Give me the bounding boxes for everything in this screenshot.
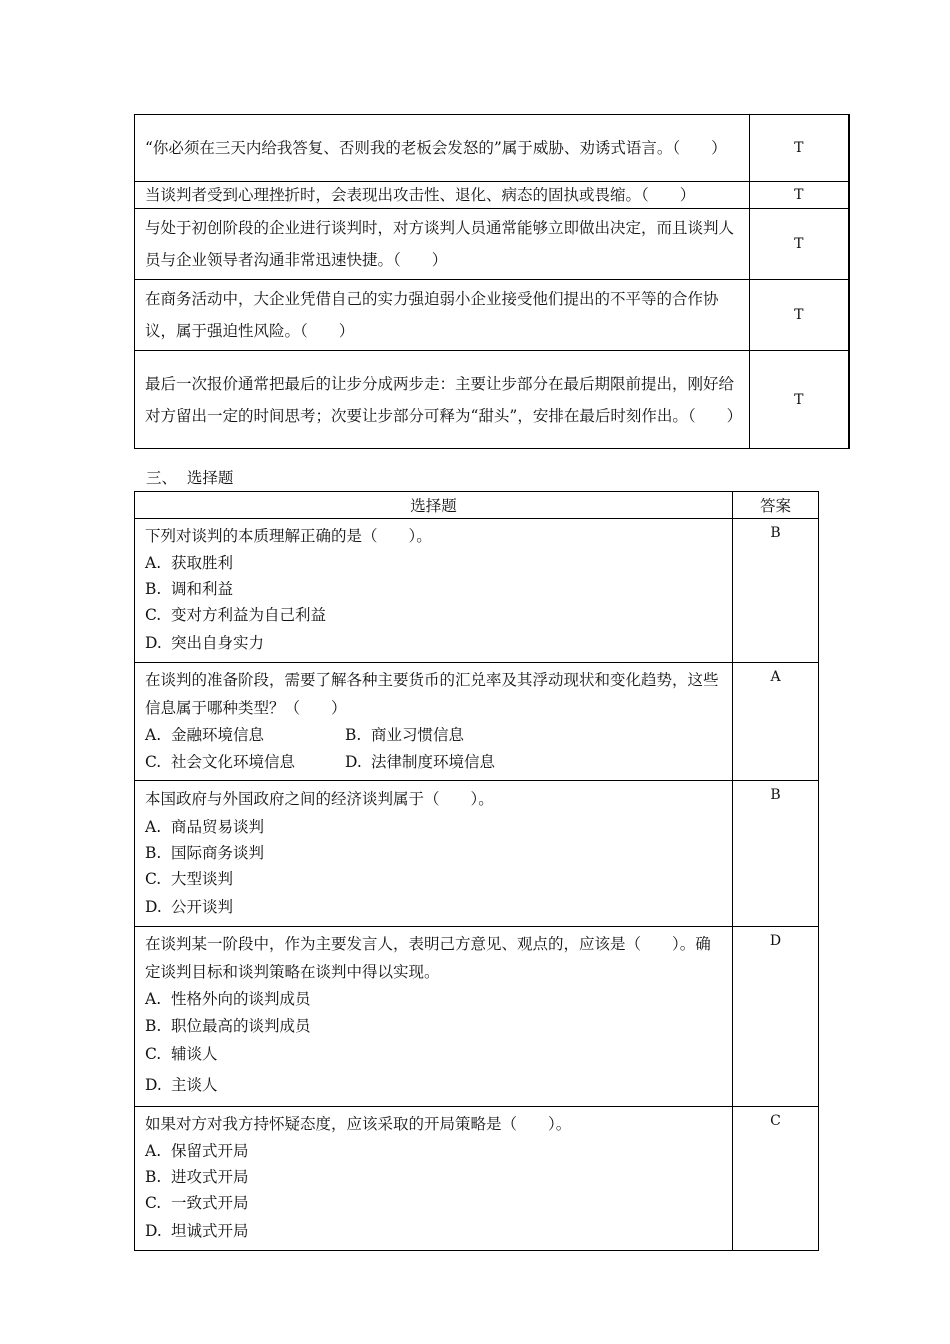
option-c: C. 变对方利益为自己利益 xyxy=(145,606,327,624)
option-b: B. 调和利益 xyxy=(145,580,234,598)
option-b: B. 进攻式开局 xyxy=(145,1168,249,1186)
option-a: A. 性格外向的谈判成员 xyxy=(145,990,311,1008)
column-header-question: 选择题 xyxy=(135,492,733,519)
question-stem: 下列对谈判的本质理解正确的是（ ）。 xyxy=(145,527,432,545)
answer-cell: D xyxy=(733,927,819,1107)
question-cell xyxy=(135,1107,733,1251)
answer-cell: T xyxy=(749,280,849,351)
table-row xyxy=(135,209,850,280)
table-row xyxy=(135,781,819,927)
option-d: D. 法律制度环境信息 xyxy=(345,753,496,771)
question-text: “你必须在三天内给我答复、否则我的老板会发怒的”属于威胁、劝诱式语言。（ ） xyxy=(135,115,750,182)
multiple-choice-table xyxy=(134,491,819,1251)
answer-cell: T xyxy=(749,115,849,182)
question-stem: 在谈判的准备阶段，需要了解各种主要货币的汇兑率及其浮动现状和变化趋势，这些信息属于哪种类型？（ ） xyxy=(145,671,719,717)
question-cell xyxy=(135,663,733,781)
option-d: D. 突出自身实力 xyxy=(145,634,265,652)
answer-cell: C xyxy=(733,1107,819,1251)
table-row xyxy=(135,351,850,449)
question-text: 与处于初创阶段的企业进行谈判时，对方谈判人员通常能够立即做出决定，而且谈判人员与企业领导者沟通非常迅速快捷。（ ） xyxy=(135,209,750,280)
option-c: C. 一致式开局 xyxy=(145,1194,249,1212)
question-stem: 本国政府与外国政府之间的经济谈判属于（ ）。 xyxy=(145,790,494,808)
option-c: C. 大型谈判 xyxy=(145,870,234,888)
option-b: B. 国际商务谈判 xyxy=(145,844,265,862)
section-number: 三、 xyxy=(146,469,178,487)
option-row xyxy=(145,748,724,776)
answer-cell: A xyxy=(733,663,819,781)
question-stem: 如果对方对我方持怀疑态度，应该采取的开局策略是（ ）。 xyxy=(145,1115,572,1133)
option-b: B. 商业习惯信息 xyxy=(345,726,465,744)
table-row xyxy=(135,663,819,781)
answer-cell: B xyxy=(733,519,819,663)
table-header-row xyxy=(135,492,819,519)
question-cell xyxy=(135,927,733,1107)
answer-cell: T xyxy=(749,351,849,449)
table-row xyxy=(135,280,850,351)
question-text: 当谈判者受到心理挫折时，会表现出攻击性、退化、病态的固执或畏缩。（ ） xyxy=(135,182,750,209)
question-cell xyxy=(135,519,733,663)
answer-cell: T xyxy=(749,182,849,209)
table-row xyxy=(135,1107,819,1251)
option-c: C. 社会文化环境信息 xyxy=(145,753,296,771)
question-text: 在商务活动中，大企业凭借自己的实力强迫弱小企业接受他们提出的不平等的合作协议，属于强迫性风险。（ ） xyxy=(135,280,750,351)
section-title: 选择题 xyxy=(186,469,234,487)
option-d: D. 公开谈判 xyxy=(145,898,234,916)
true-false-table xyxy=(134,114,850,449)
option-row xyxy=(145,722,724,748)
section-heading xyxy=(146,466,233,488)
option-a: A. 保留式开局 xyxy=(145,1142,249,1160)
option-b: B. 职位最高的谈判成员 xyxy=(145,1017,311,1035)
table-row xyxy=(135,115,850,182)
question-stem: 在谈判某一阶段中，作为主要发言人，表明己方意见、观点的，应该是（ ）。确定谈判目标和谈判策略在谈判中得以实现。 xyxy=(145,935,711,981)
option-c: C. 辅谈人 xyxy=(145,1045,218,1063)
option-a: A. 获取胜利 xyxy=(145,554,234,572)
option-d: D. 主谈人 xyxy=(145,1076,218,1094)
column-header-answer: 答案 xyxy=(733,492,819,519)
table-row xyxy=(135,182,850,209)
option-d: D. 坦诚式开局 xyxy=(145,1222,249,1240)
option-a: A. 商品贸易谈判 xyxy=(145,818,265,836)
option-a: A. 金融环境信息 xyxy=(145,726,265,744)
table-row xyxy=(135,927,819,1107)
table-row xyxy=(135,519,819,663)
answer-cell: T xyxy=(749,209,849,280)
question-text: 最后一次报价通常把最后的让步分成两步走：主要让步部分在最后期限前提出，刚好给对方留出一定的时间思考；次要让步部分可释为“甜头”，安排在最后时刻作出。（ ） xyxy=(135,351,750,449)
answer-cell: B xyxy=(733,781,819,927)
question-cell xyxy=(135,781,733,927)
